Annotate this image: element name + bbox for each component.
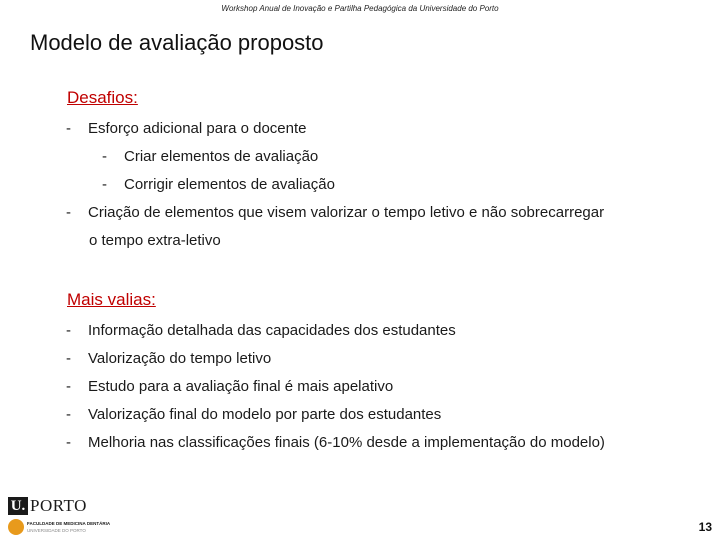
challenge-item-1 <box>66 120 306 137</box>
university-name: UNIVERSIDADE DO PORTO <box>27 528 86 533</box>
bullet-dash: - <box>102 148 107 165</box>
slide-header: Workshop Anual de Inovação e Partilha Pedagógica da Universidade do Porto <box>221 4 499 13</box>
benefit-item-text: Informação detalhada das capacidades dos estudantes <box>88 322 456 339</box>
logo-name: PORTO <box>30 496 87 515</box>
bullet-dash: - <box>66 120 71 137</box>
logo-lower-row <box>8 519 128 535</box>
logo-mark: U. <box>8 497 28 515</box>
bullet-dash: - <box>66 322 71 339</box>
challenge-subitem-1 <box>102 148 318 165</box>
benefit-item <box>66 378 393 395</box>
benefit-item <box>66 434 605 451</box>
challenge-item-2-continuation: o tempo extra-letivo <box>89 232 221 249</box>
challenge-item-1-text: Esforço adicional para o docente <box>88 120 307 137</box>
challenge-subitem-2-text: Corrigir elementos de avaliação <box>124 176 335 193</box>
bullet-dash: - <box>66 434 71 451</box>
benefit-item-text: Valorização final do modelo por parte dos estudantes <box>88 406 442 423</box>
benefit-item <box>66 322 456 339</box>
faculty-emblem-icon <box>8 519 24 535</box>
faculty-text <box>27 521 110 533</box>
challenge-item-2-text: Criação de elementos que visem valorizar o tempo letivo e não sobrecarregar <box>88 204 605 221</box>
bullet-dash: - <box>66 204 71 221</box>
university-logo <box>8 496 128 538</box>
benefit-item-text: Valorização do tempo letivo <box>88 350 272 367</box>
bullet-dash: - <box>66 406 71 423</box>
challenges-title: Desafios: <box>67 88 138 107</box>
challenge-item-2 <box>66 204 604 221</box>
bullet-dash: - <box>66 378 71 395</box>
benefits-title: Mais valias: <box>67 290 156 309</box>
benefit-item-text: Melhoria nas classificações finais (6-10% desde a implementação do modelo) <box>88 434 605 451</box>
challenge-subitem-2 <box>102 176 335 193</box>
slide-title: Modelo de avaliação proposto <box>30 30 324 55</box>
page-number: 13 <box>698 520 712 534</box>
benefit-item-text: Estudo para a avaliação final é mais apelativo <box>88 378 394 395</box>
bullet-dash: - <box>102 176 107 193</box>
faculty-name: FACULDADE DE MEDICINA DENTÁRIA <box>27 521 111 526</box>
benefit-item <box>66 350 271 367</box>
benefit-item <box>66 406 441 423</box>
logo-upper-row <box>8 496 128 516</box>
bullet-dash: - <box>66 350 71 367</box>
challenge-subitem-1-text: Criar elementos de avaliação <box>124 148 319 165</box>
